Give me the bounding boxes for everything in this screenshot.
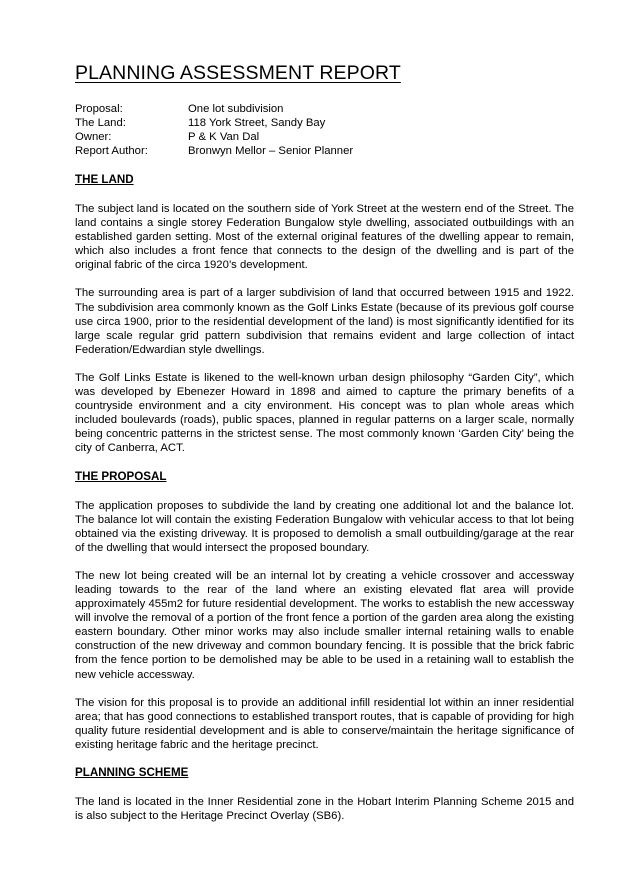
detail-value: One lot subdivision [188,103,284,115]
detail-row-author [75,144,574,158]
section-the-proposal [75,470,574,753]
paragraph: The new lot being created will be an internal lot by creating a vehicle crossover and accessway leading towards to the rear of the land where an existing elevated flat area will provide approximately 455m2 for future residential development. The works to establish the new accessway will involve the removal of a portion of the front fence a portion of the garden area along the existing eastern boundary. Other minor works may also include smaller internal retaining walls to enable construction of the new driveway and common boundary fencing. It is possible that the brick fabric from the fence portion to be demolished may be able to be used in a retaining wall to establish the new vehicle accessway. [75,569,574,681]
section-planning-scheme [75,766,574,823]
section-heading: PLANNING SCHEME [75,766,189,779]
paragraph: The Golf Links Estate is likened to the well-known urban design philosophy “Garden City”, which was developed by Ebenezer Howard in 1898 and aimed to capture the primary benefits of a countryside environment and a city environment. His concept was to plan whole areas which included boulevards (roads), public spaces, planned in regular patterns on a larger scale, normally being concentric patterns in the strictest sense. The most commonly known ‘Garden City’ being the city of Canberra, ACT. [75,371,574,455]
section-the-land [75,173,574,456]
paragraph: The land is located in the Inner Residential zone in the Hobart Interim Planning Scheme 2015 and is also subject to the Heritage Precinct Overlay (SB6). [75,796,574,823]
section-heading: THE PROPOSAL [75,469,167,483]
section-heading: THE LAND [75,173,134,186]
detail-label: Report Author: [75,145,148,157]
detail-row-owner [75,130,574,144]
detail-value: P & K Van Dal [188,131,260,143]
report-title: PLANNING ASSESSMENT REPORT [75,62,401,84]
detail-row-proposal [75,102,574,116]
detail-label: The Land: [75,117,126,129]
paragraph: The surrounding area is part of a larger subdivision of land that occurred between 1915 and 1922. The subdivision area commonly known as the Golf Links Estate (because of its previous golf course use circa 1900, prior to the residential development of the land) is most significantly identified for its large scale regular grid pattern subdivision that remains evident and large collection of intact Federation/Edwardian style dwellings. [75,287,574,356]
paragraph: The application proposes to subdivide the land by creating one additional lot and the balance lot. The balance lot will contain the existing Federation Bungalow with vehicular access to that lot being obtained via the existing driveway. It is proposed to demolish a small outbuilding/garage at the rear of the dwelling that would intersect the proposed boundary. [75,499,574,554]
report-details [75,102,574,158]
detail-label: Proposal: [75,103,123,115]
detail-value: Bronwyn Mellor – Senior Planner [188,145,354,157]
detail-label: Owner: [75,131,112,143]
detail-row-land [75,116,574,130]
paragraph: The vision for this proposal is to provide an additional infill residential lot within an inner residential area; that has good connections to established transport routes, that is capable of providing for high quality future residential development and is able to conserve/maintain the heritage significance of existing heritage fabric and the heritage precinct. [75,696,574,751]
detail-value: 118 York Street, Sandy Bay [188,117,326,129]
paragraph: The subject land is located on the southern side of York Street at the western end of the Street. The land contains a single storey Federation Bungalow style dwelling, associated outbuildings with an established garden setting. Most of the external original features of the dwelling appear to remain, which also includes a front fence that connects to the design of the dwelling and is part of the original fabric of the circa 1920’s development. [75,203,574,272]
